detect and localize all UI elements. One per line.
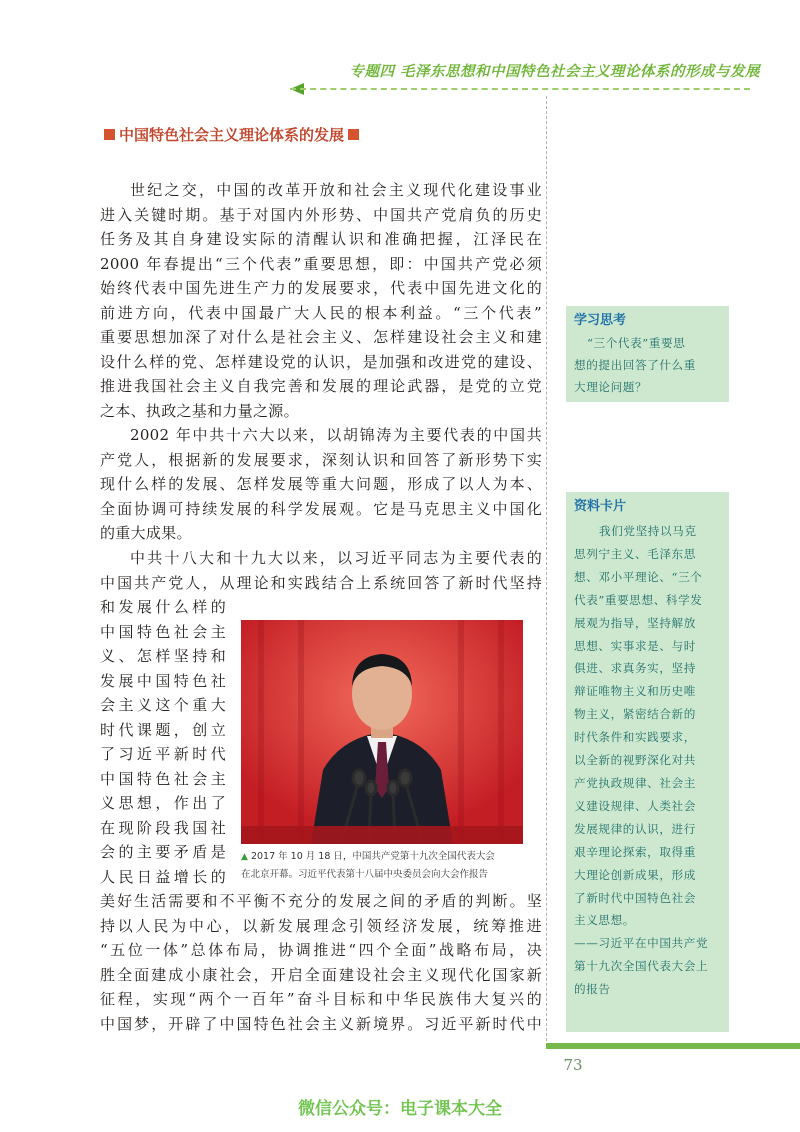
text-line: 中国特色社会主 — [100, 622, 226, 641]
photo-illustration — [241, 620, 523, 844]
text-line: 大理论问题？ — [574, 380, 648, 394]
paragraph-3-wrap — [100, 595, 226, 889]
square-bullet-icon — [348, 129, 359, 140]
text-line: 义、怎样坚持和 — [100, 647, 226, 665]
text-line: 俱进、求真务实，坚持 — [574, 661, 696, 676]
chapter-header-title: 专题四 毛泽东思想和中国特色社会主义理论体系的形成与发展 — [349, 64, 760, 80]
paragraph-3-start — [100, 546, 542, 595]
text-line: 主义思想。 — [574, 913, 635, 928]
info-card-body — [574, 520, 726, 1001]
text-line: 征程，实现“两个一百年”奋斗目标和中华民族伟大复兴的 — [100, 990, 542, 1008]
caption-line: 在北京开幕。习近平代表第十八届中央委员会向大会作报告 — [241, 869, 489, 880]
paragraph-3-end — [100, 889, 542, 1036]
text-line: 想的提出回答了什么重 — [574, 358, 696, 372]
triangle-marker-icon: ▲ — [241, 852, 248, 862]
text-line: 设什么样的党、怎样建设党的认识，是加强和改进党的建设、 — [100, 352, 542, 371]
text-line: 时代条件和实践要求， — [574, 730, 696, 745]
watermark-text: 微信公众号：电子课本大全 — [298, 1099, 502, 1119]
text-line: 物主义，紧密结合新的 — [574, 707, 696, 722]
caption-line: 2017 年 10 月 18 日，中国共产党第十九次全国代表大会 — [250, 851, 495, 862]
text-line: 中国梦，开辟了中国特色社会主义新境界。习近平新时代中 — [100, 1014, 542, 1033]
text-line: “五位一体”总体布局，协调推进“四个全面”战略布局，决 — [100, 941, 542, 959]
text-line: 会的主要矛盾是 — [100, 843, 226, 861]
text-line: 产党人，根据新的发展要求，深刻认识和回答了新形势下实 — [100, 450, 542, 469]
text-line: 会主义这个重大 — [100, 696, 226, 714]
study-box-body — [574, 332, 724, 398]
text-line: 了习近平新时代 — [100, 745, 226, 763]
text-line: 产党执政规律、社会主 — [574, 775, 696, 790]
source-line: 第十九次全国代表大会上 — [574, 959, 709, 974]
text-line: 2000 年春提出“三个代表”重要思想，即：中国共产党必须 — [100, 254, 542, 273]
text-line: 中共十八大和十九大以来，以习近平同志为主要代表的 — [130, 549, 542, 567]
text-line: 以全新的视野深化对共 — [574, 753, 696, 768]
text-line: 展观为指导，坚持解放 — [574, 615, 696, 630]
text-line: 发展中国特色社 — [100, 671, 226, 690]
text-line: 大理论创新成果，形成 — [574, 867, 696, 882]
info-card-box — [566, 492, 729, 1032]
square-bullet-icon — [104, 129, 115, 140]
page-number: 73 — [563, 1056, 583, 1074]
text-line: 的重大成果。 — [100, 524, 192, 542]
congress-photo — [241, 620, 523, 844]
text-line: 2002 年中共十六大以来，以胡锦涛为主要代表的中国共 — [130, 426, 542, 444]
photo-caption — [241, 848, 531, 883]
text-line: 我们党坚持以马克 — [599, 524, 697, 538]
source-line: ——习近平在中国共产党 — [574, 936, 709, 951]
text-line: 进入关键时期。基于对国内外形势、中国共产党肩负的历史 — [100, 205, 542, 224]
text-line: 代表”重要思想、科学发 — [574, 592, 703, 607]
text-line: 中国共产党人，从理论和实践结合上系统回答了新时代坚持 — [100, 573, 542, 592]
text-line: 想、邓小平理论、“三个 — [574, 569, 703, 584]
source-line: 的报告 — [574, 982, 611, 997]
text-line: 始终代表中国先进生产力的发展要求，代表中国先进文化的 — [100, 279, 542, 297]
text-line: 艰辛理论探索，取得重 — [574, 844, 696, 859]
footer-green-bar — [546, 1043, 800, 1049]
text-line: 义建设规律、人类社会 — [574, 798, 696, 813]
study-box-title: 学习思考 — [574, 313, 627, 328]
text-line: 之本、执政之基和力量之源。 — [100, 401, 299, 420]
text-line: 持以人民为中心，以新发展理念引领经济发展，统筹推进 — [100, 916, 542, 935]
text-line: 在现阶段我国社 — [100, 818, 226, 837]
header-dashed-rule — [290, 88, 750, 90]
text-line: 前进方向，代表中国最广大人民的根本利益。“三个代表” — [100, 303, 542, 322]
paragraph-2 — [100, 423, 542, 546]
text-line: 重要思想加深了对什么是社会主义、怎样建设社会主义和建 — [100, 328, 542, 346]
study-think-box — [566, 306, 729, 402]
text-line: 中国特色社会主 — [100, 769, 226, 788]
text-line: 时代课题，创立 — [100, 720, 226, 739]
section-heading — [100, 124, 363, 145]
text-line: 推进我国社会主义自我完善和发展的理论武器，是党的立党 — [100, 377, 542, 395]
text-line: 世纪之交，中国的改革开放和社会主义现代化建设事业 — [130, 181, 542, 199]
text-line: 和发展什么样的 — [100, 598, 226, 616]
text-line: 发展规律的认识，进行 — [574, 821, 696, 836]
text-line: 人民日益增长的 — [100, 867, 226, 886]
text-line: 义思想，作出了 — [100, 794, 226, 812]
section-heading-text: 中国特色社会主义理论体系的发展 — [119, 126, 345, 144]
text-line: “三个代表”重要思 — [587, 336, 686, 350]
text-line: 思列宁主义、毛泽东思 — [574, 546, 696, 561]
text-line: 全面协调可持续发展的科学发展观。它是马克思主义中国化 — [100, 499, 542, 518]
column-divider — [546, 96, 547, 1041]
info-card-title: 资料卡片 — [574, 499, 627, 514]
text-line: 现什么样的发展、怎样发展等重大问题，形成了以人为本、 — [100, 475, 542, 493]
paragraph-1 — [100, 178, 542, 423]
text-line: 辩证唯物主义和历史唯 — [574, 684, 696, 699]
text-line: 思想、实事求是、与时 — [574, 638, 696, 653]
text-line: 美好生活需要和不平衡不充分的发展之间的矛盾的判断。坚 — [100, 892, 542, 910]
text-line: 任务及其自身建设实际的清醒认识和准确把握，江泽民在 — [100, 230, 542, 248]
text-line: 了新时代中国特色社会 — [574, 890, 696, 905]
text-line: 胜全面建成小康社会，开启全面建设社会主义现代化国家新 — [100, 965, 542, 984]
